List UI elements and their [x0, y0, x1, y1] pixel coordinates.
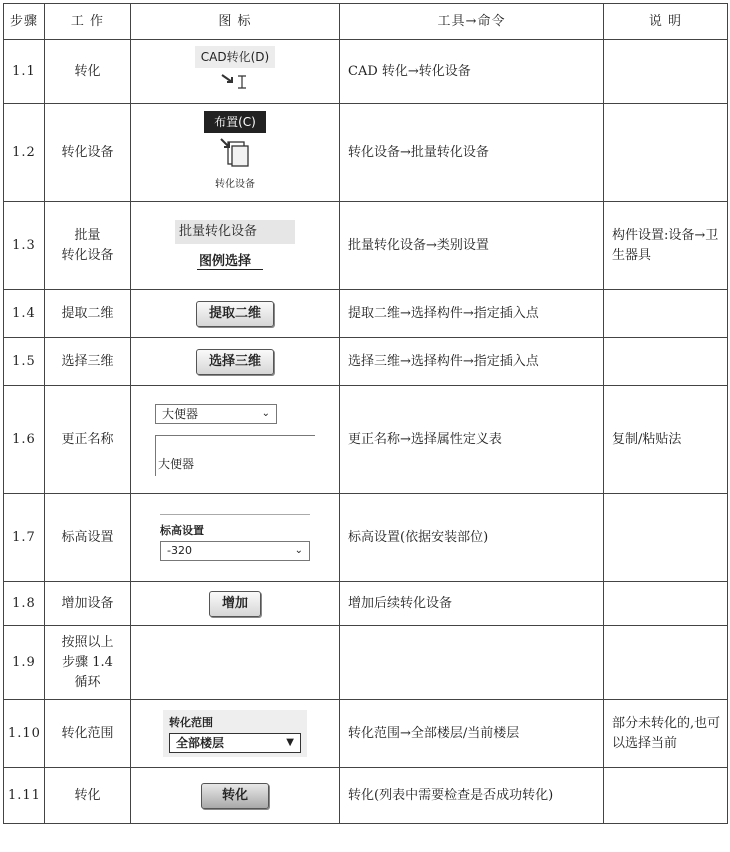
work-cell: 更正名称 — [45, 386, 131, 494]
note-cell — [604, 768, 728, 824]
batch-convert-title: 批量转化设备 — [175, 220, 295, 244]
name-select-value: 大便器 — [162, 406, 199, 421]
name-text-value: 大便器 — [158, 456, 195, 471]
work-line: 循环 — [74, 674, 101, 690]
header-tool: 工具→命令 — [340, 4, 604, 40]
icon-cell — [131, 626, 340, 700]
icon-cell — [131, 700, 340, 768]
icon-cell — [131, 40, 340, 104]
tool-cell: 批量转化设备→类别设置 — [340, 202, 604, 290]
icon-cell — [131, 202, 340, 290]
name-select[interactable] — [155, 404, 277, 424]
cad-convert-icon — [135, 72, 335, 97]
table-row — [4, 494, 728, 582]
table-row — [4, 290, 728, 338]
work-cell — [45, 626, 131, 700]
work-cell: 标高设置 — [45, 494, 131, 582]
icon-cell — [131, 338, 340, 386]
note-cell — [604, 626, 728, 700]
icon-cell — [131, 494, 340, 582]
table-row — [4, 338, 728, 386]
dropdown-arrow-icon: ▼ — [286, 737, 294, 748]
convert-range-value: 全部楼层 — [176, 736, 225, 750]
work-cell: 转化范围 — [45, 700, 131, 768]
step-number: 1.3 — [4, 202, 45, 290]
tool-cell: 转化设备→批量转化设备 — [340, 104, 604, 202]
step-number: 1.11 — [4, 768, 45, 824]
icon-cell — [131, 290, 340, 338]
tool-cell: 更正名称→选择属性定义表 — [340, 386, 604, 494]
tool-cell — [340, 626, 604, 700]
convert-range-select[interactable] — [169, 733, 301, 753]
work-line: 步骤 1.4 — [62, 654, 113, 670]
work-cell: 提取二维 — [45, 290, 131, 338]
table-row — [4, 626, 728, 700]
convert-device-caption: 转化设备 — [215, 178, 255, 190]
select-3d-button[interactable]: 选择三维 — [196, 349, 274, 375]
work-cell: 转化 — [45, 40, 131, 104]
note-cell — [604, 494, 728, 582]
note-cell — [604, 290, 728, 338]
note-cell: 部分未转化的,也可以选择当前 — [604, 700, 728, 768]
step-number: 1.8 — [4, 582, 45, 626]
elevation-group-label: 标高设置 — [160, 524, 204, 537]
work-line: 转化设备 — [61, 247, 114, 263]
icon-cell — [131, 104, 340, 202]
layout-menu[interactable]: 布置(C) — [204, 111, 266, 133]
name-text-box[interactable] — [155, 435, 315, 476]
convert-range-group-label: 转化范围 — [169, 716, 213, 729]
table-row — [4, 768, 728, 824]
note-cell — [604, 40, 728, 104]
legend-select-link[interactable]: 图例选择 — [197, 254, 263, 270]
table-row — [4, 104, 728, 202]
chevron-down-icon: ⌄ — [294, 545, 303, 556]
icon-cell — [131, 582, 340, 626]
work-cell: 转化 — [45, 768, 131, 824]
convert-device-icon — [135, 136, 335, 175]
step-number: 1.4 — [4, 290, 45, 338]
step-number: 1.5 — [4, 338, 45, 386]
table-row — [4, 700, 728, 768]
tool-cell: 转化(列表中需要检查是否成功转化) — [340, 768, 604, 824]
note-cell — [604, 104, 728, 202]
note-cell: 复制/粘贴法 — [604, 386, 728, 494]
note-cell — [604, 582, 728, 626]
header-work: 工 作 — [45, 4, 131, 40]
table-row — [4, 582, 728, 626]
tool-cell: 选择三维→选择构件→指定插入点 — [340, 338, 604, 386]
note-cell — [604, 338, 728, 386]
work-line: 批量 — [74, 227, 101, 243]
add-button[interactable]: 增加 — [209, 591, 261, 617]
extract-2d-button[interactable]: 提取二维 — [196, 301, 274, 327]
tool-cell: 增加后续转化设备 — [340, 582, 604, 626]
elevation-select[interactable] — [160, 541, 310, 561]
work-cell: 增加设备 — [45, 582, 131, 626]
step-number: 1.10 — [4, 700, 45, 768]
tool-cell: 标高设置(依据安装部位) — [340, 494, 604, 582]
step-number: 1.9 — [4, 626, 45, 700]
work-line: 按照以上 — [61, 634, 114, 650]
header-step: 步骤 — [4, 4, 45, 40]
work-cell: 转化设备 — [45, 104, 131, 202]
step-number: 1.2 — [4, 104, 45, 202]
icon-cell — [131, 768, 340, 824]
elevation-value: -320 — [167, 544, 192, 557]
step-number: 1.1 — [4, 40, 45, 104]
table-row — [4, 40, 728, 104]
table-header-row — [4, 4, 728, 40]
table-row — [4, 202, 728, 290]
work-cell: 选择三维 — [45, 338, 131, 386]
convert-button[interactable]: 转化 — [201, 783, 269, 809]
step-number: 1.7 — [4, 494, 45, 582]
step-number: 1.6 — [4, 386, 45, 494]
procedure-table — [3, 3, 728, 824]
table-row — [4, 386, 728, 494]
tool-cell: 转化范围→全部楼层/当前楼层 — [340, 700, 604, 768]
note-cell: 构件设置:设备→卫生器具 — [604, 202, 728, 290]
tool-cell: 提取二维→选择构件→指定插入点 — [340, 290, 604, 338]
cad-convert-label: CAD转化(D) — [195, 46, 275, 68]
icon-cell — [131, 386, 340, 494]
header-note: 说 明 — [604, 4, 728, 40]
work-cell — [45, 202, 131, 290]
chevron-down-icon: ⌄ — [261, 407, 270, 419]
header-icon: 图 标 — [131, 4, 340, 40]
tool-cell: CAD 转化→转化设备 — [340, 40, 604, 104]
